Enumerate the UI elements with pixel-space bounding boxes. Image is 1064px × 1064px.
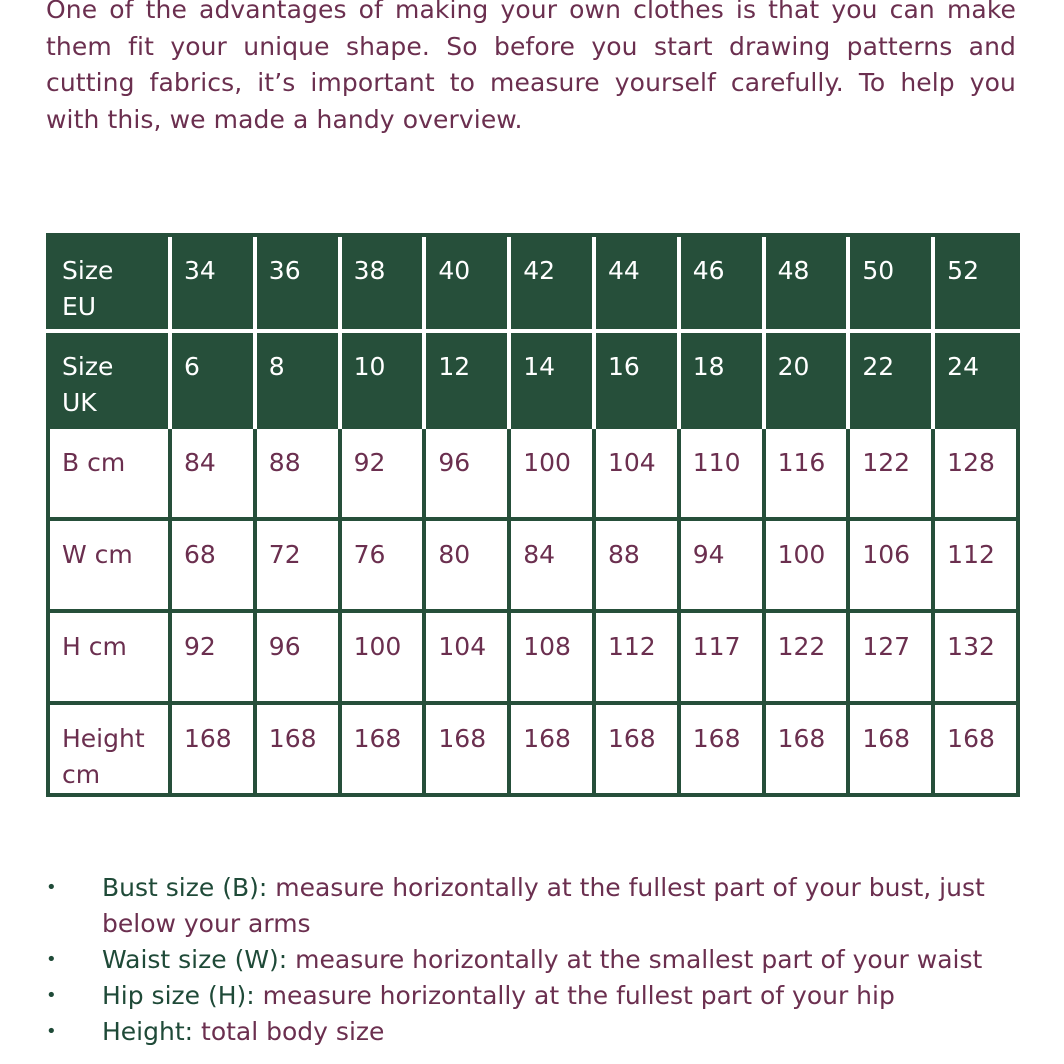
intro-line: with this, we made a handy overview.	[46, 104, 523, 134]
table-cell: 168	[933, 703, 1018, 795]
table-cell: 12	[424, 331, 509, 427]
bust-row	[48, 427, 1018, 519]
bullet-icon: •	[46, 877, 57, 898]
table-cell: 168	[594, 703, 679, 795]
table-cell: 76	[340, 519, 425, 611]
table-cell: 84	[170, 427, 255, 519]
intro-line: them fit your unique shape. So before you start drawing patterns and	[46, 31, 1016, 61]
note-description: measure horizontally at the fullest part of your bust, just below your arms	[102, 873, 985, 938]
note-description: measure horizontally at the fullest part of your hip	[254, 981, 895, 1010]
row-label: H cm	[48, 611, 170, 703]
note-description: total body size	[193, 1017, 385, 1046]
table-cell: 168	[170, 703, 255, 795]
note-term: Bust size (B):	[102, 873, 268, 902]
note-item	[46, 1014, 1026, 1050]
measurement-notes-list	[46, 870, 1026, 1050]
table-cell: 128	[933, 427, 1018, 519]
table-cell: 8	[255, 331, 340, 427]
table-cell: 80	[424, 519, 509, 611]
table-cell: 112	[933, 519, 1018, 611]
table-cell: 96	[424, 427, 509, 519]
table-cell: 20	[764, 331, 849, 427]
table-cell: 132	[933, 611, 1018, 703]
table-cell: 92	[340, 427, 425, 519]
table-cell: 110	[679, 427, 764, 519]
table-cell: 112	[594, 611, 679, 703]
table-cell: 44	[594, 235, 679, 331]
row-label: B cm	[48, 427, 170, 519]
table-cell: 52	[933, 235, 1018, 331]
table-cell: 122	[848, 427, 933, 519]
table-cell: 96	[255, 611, 340, 703]
table-cell: 14	[509, 331, 594, 427]
table-cell: 168	[340, 703, 425, 795]
table-cell: 38	[340, 235, 425, 331]
table-cell: 22	[848, 331, 933, 427]
size-chart-table	[46, 233, 1020, 797]
table-cell: 34	[170, 235, 255, 331]
size-eu-row	[48, 235, 1018, 331]
table-cell: 117	[679, 611, 764, 703]
table-cell: 168	[424, 703, 509, 795]
note-item	[46, 978, 1026, 1014]
note-item	[46, 870, 1026, 942]
table-cell: 36	[255, 235, 340, 331]
note-term: Waist size (W):	[102, 945, 288, 974]
table-cell: 6	[170, 331, 255, 427]
row-label: W cm	[48, 519, 170, 611]
table-cell: 40	[424, 235, 509, 331]
table-cell: 10	[340, 331, 425, 427]
table-cell: 42	[509, 235, 594, 331]
table-cell: 48	[764, 235, 849, 331]
hip-row	[48, 611, 1018, 703]
row-label: Size UK	[48, 331, 170, 427]
table-cell: 72	[255, 519, 340, 611]
table-cell: 100	[764, 519, 849, 611]
table-cell: 168	[509, 703, 594, 795]
table-cell: 92	[170, 611, 255, 703]
table-cell: 108	[509, 611, 594, 703]
table-cell: 127	[848, 611, 933, 703]
note-term: Hip size (H):	[102, 981, 255, 1010]
bullet-icon: •	[46, 949, 57, 970]
table-cell: 68	[170, 519, 255, 611]
table-cell: 46	[679, 235, 764, 331]
note-term: Height:	[102, 1017, 194, 1046]
table-cell: 24	[933, 331, 1018, 427]
note-item	[46, 942, 1026, 978]
bullet-icon: •	[46, 1021, 57, 1042]
table-cell: 88	[594, 519, 679, 611]
table-cell: 100	[340, 611, 425, 703]
height-row	[48, 703, 1018, 795]
table-cell: 116	[764, 427, 849, 519]
table-cell: 16	[594, 331, 679, 427]
bullet-icon: •	[46, 985, 57, 1006]
intro-line: cutting fabrics, it’s important to measure yourself carefully. To help you	[46, 68, 1016, 97]
intro-paragraph	[46, 0, 1016, 138]
table-cell: 18	[679, 331, 764, 427]
table-cell: 50	[848, 235, 933, 331]
table-cell: 168	[848, 703, 933, 795]
table-cell: 104	[594, 427, 679, 519]
table-cell: 168	[679, 703, 764, 795]
row-label: Height cm	[48, 703, 170, 795]
note-description: measure horizontally at the smallest part of your waist	[287, 945, 983, 974]
table-cell: 84	[509, 519, 594, 611]
table-cell: 122	[764, 611, 849, 703]
intro-line: One of the advantages of making your own clothes is that you can make	[46, 0, 1016, 24]
row-label: Size EU	[48, 235, 170, 331]
table-cell: 88	[255, 427, 340, 519]
table-cell: 104	[424, 611, 509, 703]
table-cell: 168	[255, 703, 340, 795]
waist-row	[48, 519, 1018, 611]
table-cell: 168	[764, 703, 849, 795]
table-cell: 106	[848, 519, 933, 611]
size-uk-row	[48, 331, 1018, 427]
table-cell: 100	[509, 427, 594, 519]
table-cell: 94	[679, 519, 764, 611]
